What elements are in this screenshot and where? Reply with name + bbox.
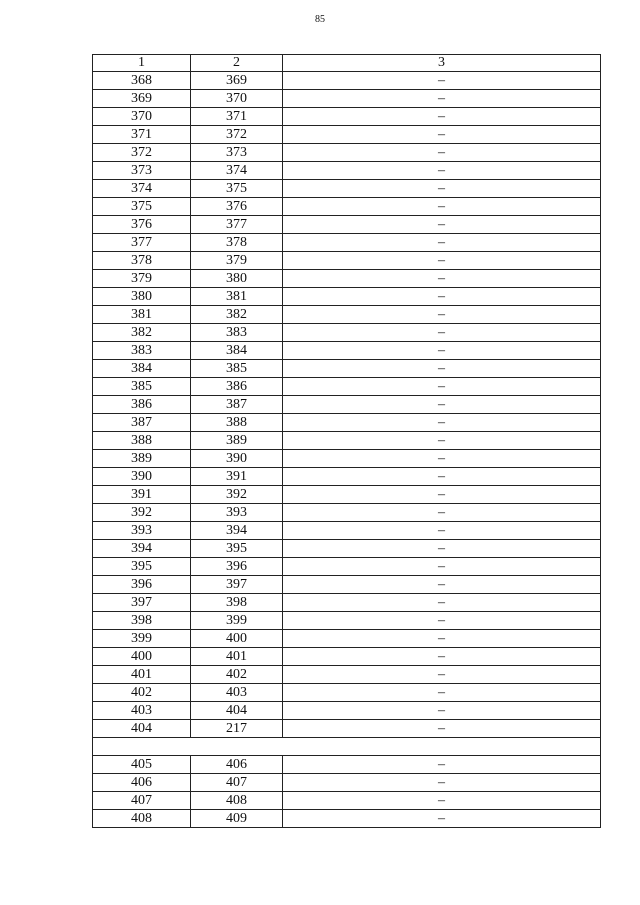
table-cell: 384 [93, 360, 191, 378]
table-cell: 399 [191, 612, 283, 630]
table-row [93, 810, 601, 828]
table-cell: – [283, 576, 601, 594]
column-header: 1 [93, 55, 191, 72]
table-cell: 217 [191, 720, 283, 738]
table-row [93, 432, 601, 450]
table-cell: – [283, 630, 601, 648]
table-row [93, 504, 601, 522]
table-row [93, 306, 601, 324]
table-cell: – [283, 198, 601, 216]
table-cell: – [283, 774, 601, 792]
data-table [92, 54, 601, 828]
table-cell: 396 [93, 576, 191, 594]
table-cell: – [283, 288, 601, 306]
table-row [93, 342, 601, 360]
table-cell: 375 [191, 180, 283, 198]
table-cell: 386 [191, 378, 283, 396]
table-cell: – [283, 594, 601, 612]
table-cell: – [283, 720, 601, 738]
table-cell: – [283, 306, 601, 324]
table-row [93, 756, 601, 774]
table-cell: 370 [191, 90, 283, 108]
table-row [93, 558, 601, 576]
table-cell: 400 [191, 630, 283, 648]
table-cell: – [283, 522, 601, 540]
table-cell: – [283, 558, 601, 576]
table-row [93, 648, 601, 666]
table-cell: 379 [93, 270, 191, 288]
table-cell: 379 [191, 252, 283, 270]
table-cell: 390 [191, 450, 283, 468]
table-cell: – [283, 324, 601, 342]
column-header: 2 [191, 55, 283, 72]
table-row [93, 324, 601, 342]
table-cell: 382 [191, 306, 283, 324]
table-cell: 398 [93, 612, 191, 630]
table-cell: 391 [93, 486, 191, 504]
table-cell: 372 [93, 144, 191, 162]
table-cell: 375 [93, 198, 191, 216]
table-row [93, 576, 601, 594]
table-cell: – [283, 648, 601, 666]
table-cell: 406 [191, 756, 283, 774]
table-row [93, 720, 601, 738]
table-cell: 369 [93, 90, 191, 108]
table-cell: – [283, 126, 601, 144]
table-cell: 404 [191, 702, 283, 720]
table-cell: – [283, 432, 601, 450]
table-cell: 387 [93, 414, 191, 432]
table-row [93, 540, 601, 558]
table-cell: 401 [191, 648, 283, 666]
table-row [93, 396, 601, 414]
table-cell: 405 [93, 756, 191, 774]
table-row [93, 684, 601, 702]
table-cell: 395 [93, 558, 191, 576]
table-gap-cell [93, 738, 601, 756]
table-gap-row [93, 738, 601, 756]
table-cell: 370 [93, 108, 191, 126]
table-cell: 390 [93, 468, 191, 486]
table-cell: – [283, 108, 601, 126]
table-row [93, 414, 601, 432]
table-row [93, 162, 601, 180]
table-cell: 377 [93, 234, 191, 252]
table-cell: – [283, 756, 601, 774]
table-cell: 396 [191, 558, 283, 576]
table-row [93, 468, 601, 486]
table-cell: 382 [93, 324, 191, 342]
table-cell: – [283, 234, 601, 252]
table-cell: 388 [93, 432, 191, 450]
table-cell: 406 [93, 774, 191, 792]
table-cell: – [283, 144, 601, 162]
table-row [93, 72, 601, 90]
table-cell: 371 [93, 126, 191, 144]
table-row [93, 378, 601, 396]
table-cell: – [283, 810, 601, 828]
table-row [93, 216, 601, 234]
table-cell: 374 [191, 162, 283, 180]
table-cell: 385 [93, 378, 191, 396]
table-cell: – [283, 342, 601, 360]
table-cell: 389 [191, 432, 283, 450]
table-row [93, 144, 601, 162]
table-cell: 397 [93, 594, 191, 612]
table-row [93, 252, 601, 270]
table-cell: 394 [93, 540, 191, 558]
column-header: 3 [283, 55, 601, 72]
table-cell: 407 [191, 774, 283, 792]
table-cell: 402 [191, 666, 283, 684]
table-cell: 408 [93, 810, 191, 828]
table-row [93, 180, 601, 198]
table-row [93, 360, 601, 378]
table-cell: 402 [93, 684, 191, 702]
table-cell: 383 [191, 324, 283, 342]
table-cell: 395 [191, 540, 283, 558]
table-cell: – [283, 792, 601, 810]
table-row [93, 594, 601, 612]
table-cell: 387 [191, 396, 283, 414]
table-row [93, 666, 601, 684]
table-cell: 394 [191, 522, 283, 540]
table-cell: 378 [93, 252, 191, 270]
table-cell: – [283, 702, 601, 720]
table-cell: – [283, 612, 601, 630]
table-row [93, 630, 601, 648]
table-cell: 404 [93, 720, 191, 738]
table-cell: 391 [191, 468, 283, 486]
table-cell: 384 [191, 342, 283, 360]
table-row [93, 702, 601, 720]
table-cell: – [283, 540, 601, 558]
table-cell: – [283, 90, 601, 108]
table-row [93, 234, 601, 252]
table-cell: 393 [93, 522, 191, 540]
table-cell: 408 [191, 792, 283, 810]
header-row [93, 55, 601, 72]
table-cell: – [283, 666, 601, 684]
table-cell: 403 [93, 702, 191, 720]
table-cell: 380 [191, 270, 283, 288]
table-cell: – [283, 486, 601, 504]
table-body [93, 55, 601, 828]
table-cell: 386 [93, 396, 191, 414]
table-row [93, 288, 601, 306]
table-row [93, 450, 601, 468]
table-cell: 373 [93, 162, 191, 180]
table-cell: 376 [191, 198, 283, 216]
table-cell: 385 [191, 360, 283, 378]
table-cell: 397 [191, 576, 283, 594]
table-cell: 401 [93, 666, 191, 684]
table-row [93, 612, 601, 630]
table-cell: 372 [191, 126, 283, 144]
table-cell: 371 [191, 108, 283, 126]
table-cell: – [283, 270, 601, 288]
table-cell: 398 [191, 594, 283, 612]
table-cell: – [283, 468, 601, 486]
table-cell: 380 [93, 288, 191, 306]
table-row [93, 90, 601, 108]
table-row [93, 486, 601, 504]
table-cell: 376 [93, 216, 191, 234]
table-cell: 373 [191, 144, 283, 162]
table-cell: 368 [93, 72, 191, 90]
page-number: 85 [315, 14, 325, 25]
table-cell: 400 [93, 648, 191, 666]
table-cell: – [283, 360, 601, 378]
table-cell: 399 [93, 630, 191, 648]
table-cell: 381 [93, 306, 191, 324]
table-cell: – [283, 216, 601, 234]
table-cell: – [283, 684, 601, 702]
table-cell: 377 [191, 216, 283, 234]
table-cell: 407 [93, 792, 191, 810]
table-cell: – [283, 162, 601, 180]
table-cell: 392 [191, 486, 283, 504]
table-cell: – [283, 450, 601, 468]
table-cell: – [283, 252, 601, 270]
table-cell: 389 [93, 450, 191, 468]
table-cell: – [283, 180, 601, 198]
table-cell: 403 [191, 684, 283, 702]
table-cell: 381 [191, 288, 283, 306]
table-cell: 388 [191, 414, 283, 432]
table-cell: – [283, 72, 601, 90]
table-row [93, 522, 601, 540]
table-cell: – [283, 414, 601, 432]
table-cell: – [283, 378, 601, 396]
table-cell: 392 [93, 504, 191, 522]
table-row [93, 126, 601, 144]
table-cell: 369 [191, 72, 283, 90]
table-row [93, 792, 601, 810]
table-cell: 383 [93, 342, 191, 360]
table-row [93, 270, 601, 288]
table-row [93, 108, 601, 126]
table-cell: 393 [191, 504, 283, 522]
table-cell: – [283, 396, 601, 414]
table-cell: – [283, 504, 601, 522]
table-cell: 409 [191, 810, 283, 828]
table-row [93, 198, 601, 216]
table-cell: 378 [191, 234, 283, 252]
table-cell: 374 [93, 180, 191, 198]
table-row [93, 774, 601, 792]
